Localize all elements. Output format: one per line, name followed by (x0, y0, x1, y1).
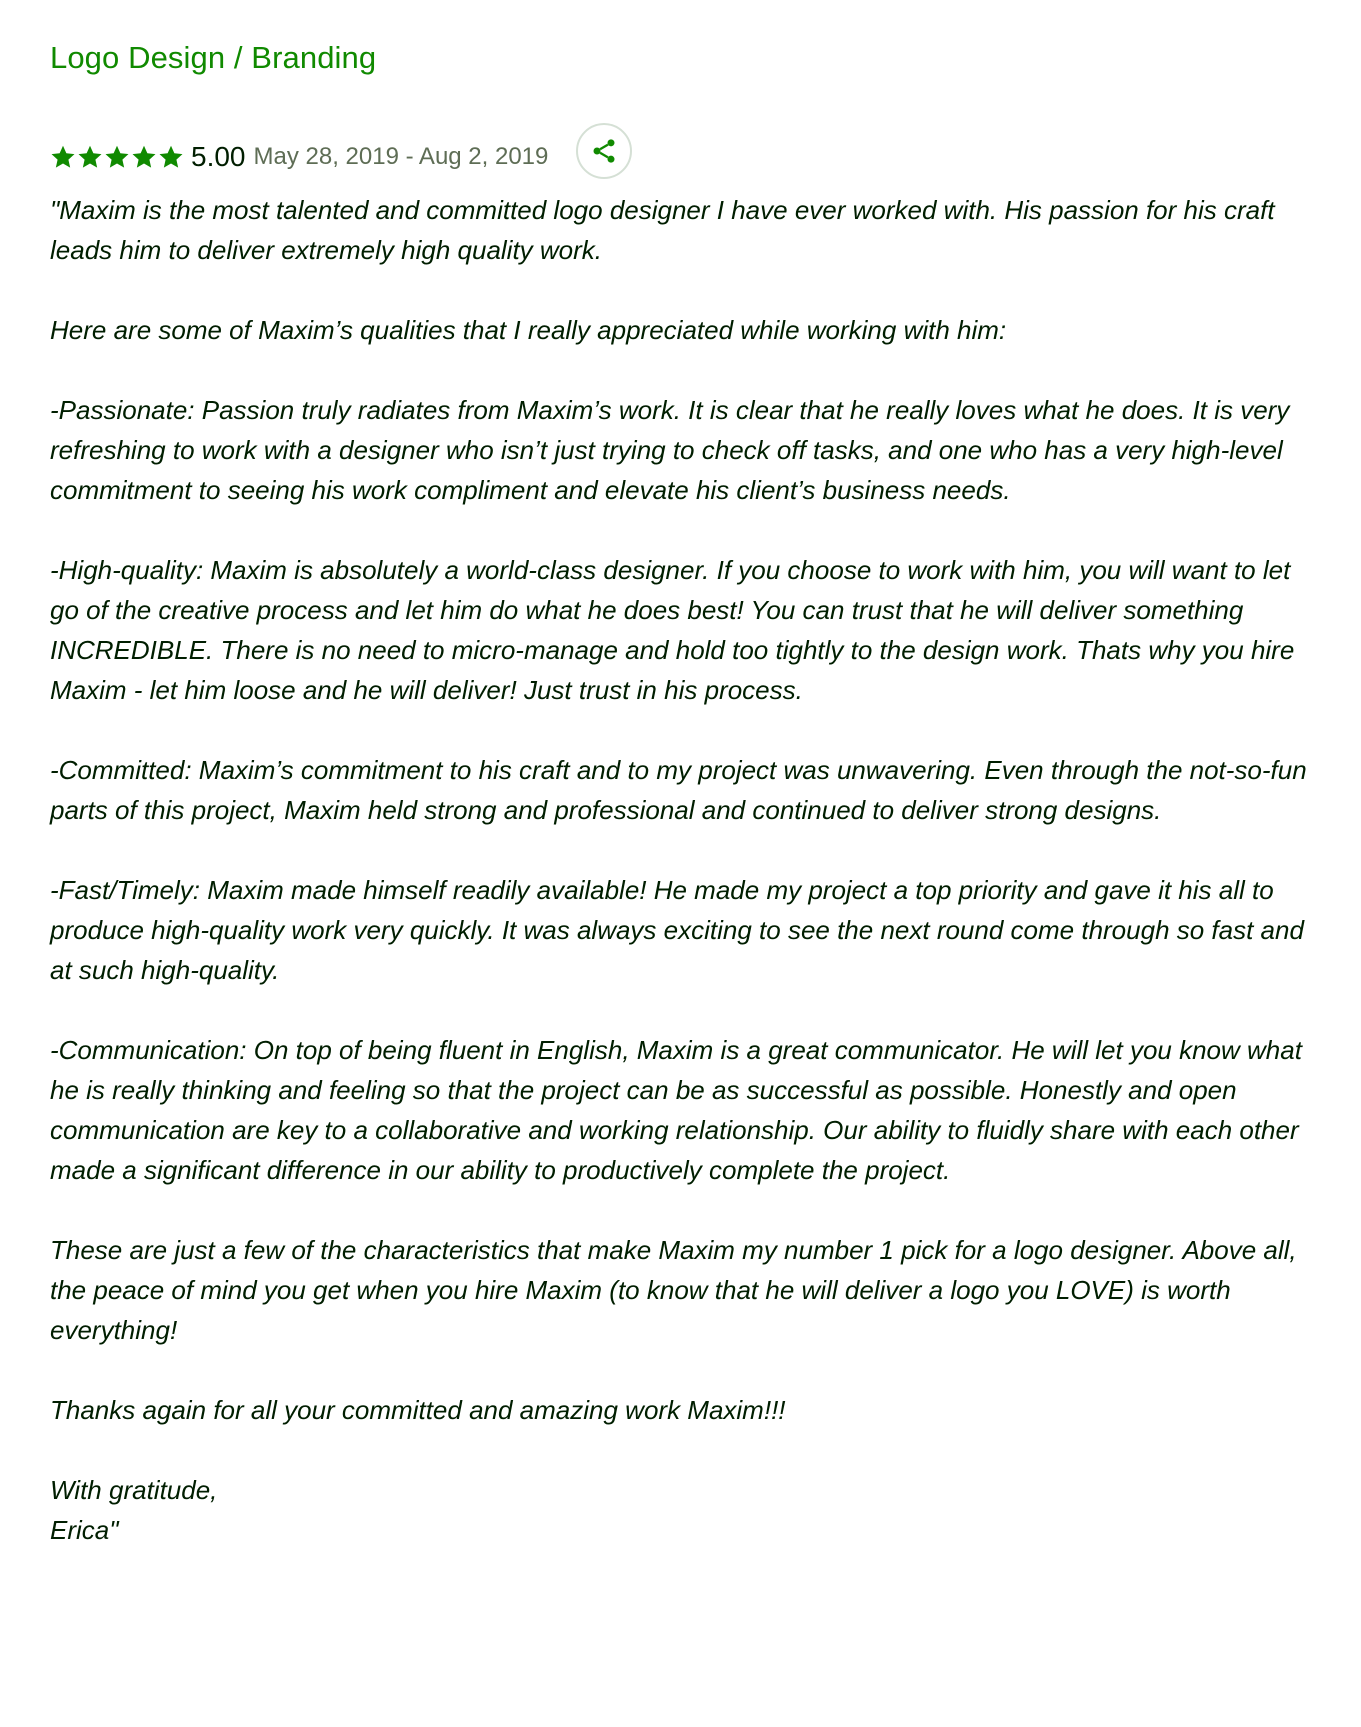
review-paragraph: -Committed: Maxim’s commitment to his craft and to my project was unwavering. Even through the not-so-fun parts of this project, Maxim held strong and professional and continued to deliver strong designs. (50, 755, 1307, 825)
star-icon (131, 144, 157, 170)
date-range: May 28, 2019 - Aug 2, 2019 (253, 143, 549, 170)
star-icon (77, 144, 103, 170)
star-icon (104, 144, 130, 170)
star-icon (50, 144, 76, 170)
review-text (50, 190, 1320, 1550)
job-title-link[interactable]: Logo Design / Branding (50, 40, 377, 75)
review-paragraph: -Passionate: Passion truly radiates from Maxim’s work. It is clear that he really loves what he does. It is very refreshing to work with a designer who isn’t just trying to check off tasks, and one who has a very high-level commitment to seeing his work compliment and elevate his client’s business needs. (50, 395, 1290, 505)
review-paragraph: Here are some of Maxim’s qualities that I really appreciated while working with him: (50, 315, 1007, 345)
review-paragraph: These are just a few of the characteristics that make Maxim my number 1 pick for a logo designer. Above all, the peace of mind you get when you hire Maxim (to know that he will deliver a logo you LOVE) is worth everything! (50, 1235, 1297, 1345)
review-paragraph: -Communication: On top of being fluent in English, Maxim is a great communicator. He will let you know what he is really thinking and feeling so that the project can be as successful as possible. Honestly and open communication are key to a collaborative and working relationship. Our ability to fluidly share with each other made a significant difference in our ability to productively complete the project. (50, 1035, 1302, 1185)
review-paragraph: "Maxim is the most talented and committed logo designer I have ever worked with. His passion for his craft leads him to deliver extremely high quality work. (50, 195, 1275, 265)
review-signature: With gratitude, Erica" (50, 1475, 218, 1545)
star-rating (50, 144, 184, 170)
rating-value: 5.00 (191, 141, 246, 172)
share-button[interactable] (576, 123, 632, 179)
review-meta (50, 126, 1320, 188)
review-paragraph: Thanks again for all your committed and amazing work Maxim!!! (50, 1395, 786, 1425)
share-icon (590, 137, 618, 165)
review-paragraph: -High-quality: Maxim is absolutely a world-class designer. If you choose to work with him, you will want to let go of the creative process and let him do what he does best! You can trust that he will deliver something INCREDIBLE. There is no need to micro-manage and hold too tightly to the design work. Thats why you hire Maxim - let him loose and he will deliver! Just trust in his process. (50, 555, 1295, 705)
star-icon (158, 144, 184, 170)
review-paragraph: -Fast/Timely: Maxim made himself readily available! He made my project a top priority and gave it his all to produce high-quality work very quickly. It was always exciting to see the next round come through so fast and at such high-quality. (50, 875, 1304, 985)
review-card (50, 36, 1320, 1550)
